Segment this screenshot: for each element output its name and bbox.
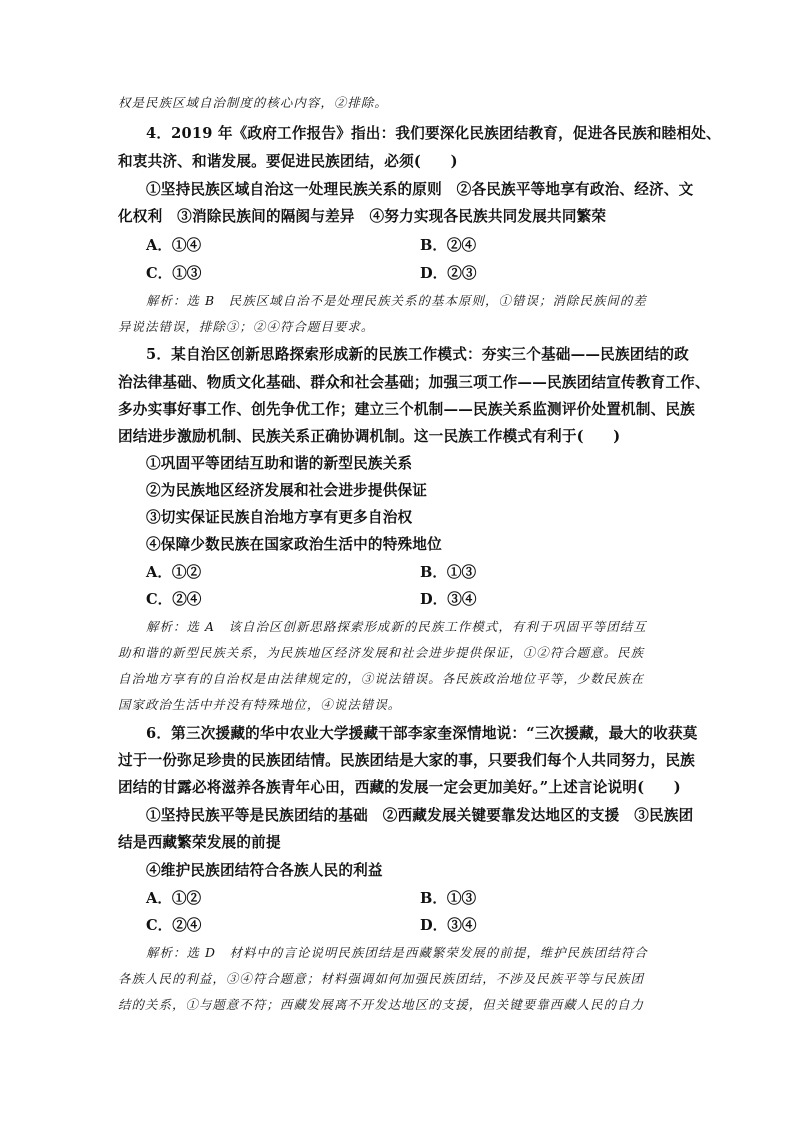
q5-stem-line4: 团结进步激励机制、民族关系正确协调机制。这一民族工作模式有利于( ) — [118, 428, 621, 445]
q6-option-c: C．②④ — [146, 917, 202, 934]
q5-analysis-line2: 助和谐的新型民族关系，为民族地区经济发展和社会进步提供保证，①②符合题意。民族 — [118, 645, 645, 660]
q5-item-1: ①巩固平等团结互助和谐的新型民族关系 — [146, 455, 413, 472]
q4-analysis-line1: 解析：选 B 民族区域自治不是处理民族关系的基本原则，①错误；消除民族间的差 — [146, 293, 647, 308]
q4-option-a: A．①④ — [146, 237, 202, 254]
q5-stem-line1: 5．某自治区创新思路探索形成新的民族工作模式：夯实三个基础——民族团结的政 — [146, 346, 689, 363]
q6-stem-line3: 团结的甘露必将滋养各族青年心田，西藏的发展一定会更加美好。”上述言论说明( ) — [118, 779, 681, 796]
q6-option-b: B．①③ — [420, 890, 477, 907]
q4-option-d: D．②③ — [420, 265, 477, 282]
q5-item-3: ③切实保证民族自治地方享有更多自治权 — [146, 509, 413, 526]
q5-stem-line2: 治法律基础、物质文化基础、群众和社会基础；加强三项工作——民族团结宣传教育工作、 — [118, 374, 710, 391]
q5-analysis-line1: 解析：选 A 该自治区创新思路探索形成新的民族工作模式，有利于巩固平等团结互 — [146, 619, 647, 634]
q6-option-d: D．③④ — [420, 917, 477, 934]
q4-option-b: B．②④ — [420, 237, 477, 254]
q5-analysis-line4: 国家政治生活中并没有特殊地位，④说法错误。 — [118, 697, 402, 712]
q6-analysis-line2: 各族人民的利益，③④符合题意；材料强调如何加强民族团结，不涉及民族平等与民族团 — [118, 971, 645, 986]
analysis-continuation: 权是民族区域自治制度的核心内容，②排除。 — [118, 95, 388, 110]
q4-analysis-line2: 异说法错误，排除③；②④符合题目要求。 — [118, 319, 375, 334]
q6-stem-line1: 6．第三次援藏的华中农业大学援藏干部李家奎深情地说：“三次援藏，最大的收获莫 — [146, 725, 698, 742]
q6-item-4: ④维护民族团结符合各族人民的利益 — [146, 862, 383, 879]
q6-option-a: A．①② — [146, 890, 202, 907]
q5-analysis-line3: 自治地方享有的自治权是由法律规定的，③说法错误。各民族政治地位平等，少数民族在 — [118, 671, 645, 686]
q5-option-b: B．①③ — [420, 564, 477, 581]
q4-stem-line2: 和衷共济、和谐发展。要促进民族团结，必须( ) — [118, 153, 458, 170]
q6-items-line2: 结是西藏繁荣发展的前提 — [118, 834, 281, 851]
q4-items-line1: ①坚持民族区域自治这一处理民族关系的原则 ②各民族平等地享有政治、经济、文 — [146, 181, 694, 198]
q6-items-line1: ①坚持民族平等是民族团结的基础 ②西藏发展关键要靠发达地区的支援 ③民族团 — [146, 807, 694, 824]
q5-option-c: C．②④ — [146, 591, 202, 608]
q4-stem-line1: 4．2019 年《政府工作报告》指出：我们要深化民族团结教育，促进各民族和睦相处、 — [146, 125, 721, 142]
q5-item-4: ④保障少数民族在国家政治生活中的特殊地位 — [146, 536, 442, 553]
q5-stem-line3: 多办实事好事工作、创先争优工作；建立三个机制——民族关系监测评价处置机制、民族 — [118, 401, 695, 418]
q6-analysis-line1: 解析：选 D 材料中的言论说明民族团结是西藏繁荣发展的前提，维护民族团结符合 — [146, 945, 648, 960]
q6-analysis-line3: 结的关系，①与题意不符；西藏发展离不开发达地区的支援，但关键要靠西藏人民的自力 — [118, 997, 645, 1012]
q5-option-d: D．③④ — [420, 591, 477, 608]
q5-option-a: A．①② — [146, 564, 202, 581]
q6-stem-line2: 过于一份弥足珍贵的民族团结情。民族团结是大家的事，只要我们每个人共同努力，民族 — [118, 752, 695, 769]
q5-item-2: ②为民族地区经济发展和社会进步提供保证 — [146, 482, 428, 499]
q4-items-line2: 化权利 ③消除民族间的隔阂与差异 ④努力实现各民族共同发展共同繁荣 — [118, 208, 607, 225]
q4-option-c: C．①③ — [146, 265, 202, 282]
